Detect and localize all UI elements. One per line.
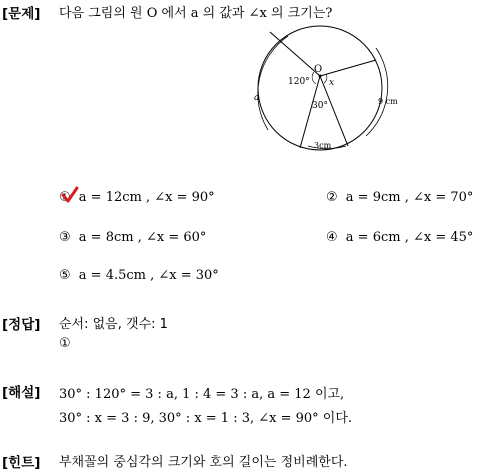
choice-4[interactable]	[326, 230, 473, 245]
choice-3[interactable]	[59, 230, 206, 245]
angle-120-label: 120°	[288, 77, 310, 87]
choice-4-text: a = 6cm , ∠x = 45°	[345, 230, 474, 245]
choice-1-text: a = 12cm , ∠x = 90°	[78, 190, 215, 205]
angle-x-label: x	[329, 78, 335, 88]
check-mark-icon	[61, 186, 79, 208]
choice-3-number: ③	[59, 230, 71, 245]
solution-line-1: 30° : 120° = 3 : a, 1 : 4 = 3 : a, a = 12 이고,	[59, 387, 345, 402]
arc-9cm-label: 9 cm	[378, 97, 398, 106]
angle-30-label: 30°	[312, 101, 328, 111]
arc-9cm-indicator	[366, 48, 388, 136]
choice-3-text: a = 8cm , ∠x = 60°	[78, 230, 207, 245]
arc-3cm-label: 3cm	[314, 141, 332, 150]
arc-a-label: a	[254, 93, 260, 103]
answer-tag: [정답]	[2, 317, 41, 333]
solution-line-2: 30° : x = 3 : 9, 30° : x = 1 : 3, ∠x = 90° 이다.	[59, 411, 353, 426]
radius-1	[270, 32, 323, 76]
question-text: 다음 그림의 원 O 에서 a 의 값과 ∠x 의 크기는?	[59, 6, 333, 21]
circle-outline	[258, 26, 382, 150]
hint-text: 부채꼴의 중심각의 크기와 호의 길이는 정비례한다.	[59, 455, 348, 470]
answer-choice: ①	[59, 336, 71, 351]
center-label: O	[314, 64, 323, 75]
choice-5-text: a = 4.5cm , ∠x = 30°	[78, 268, 219, 283]
choice-5[interactable]	[59, 268, 219, 283]
choice-4-number: ④	[326, 230, 338, 245]
choice-1[interactable]	[59, 190, 215, 205]
answer-summary: 순서: 없음, 갯수: 1	[59, 317, 168, 332]
choice-5-number: ⑤	[59, 268, 71, 283]
hint-tag: [힌트]	[2, 455, 41, 471]
circle-figure	[248, 18, 408, 158]
choice-2-text: a = 9cm , ∠x = 70°	[345, 190, 474, 205]
choice-1-number: ①	[59, 190, 71, 205]
radius-2	[320, 60, 376, 76]
solution-tag: [해설]	[2, 385, 41, 401]
choice-2-number: ②	[326, 190, 338, 205]
arc-a-indicator	[258, 36, 288, 130]
choice-2[interactable]	[326, 190, 473, 205]
question-tag: [문제]	[2, 6, 41, 22]
